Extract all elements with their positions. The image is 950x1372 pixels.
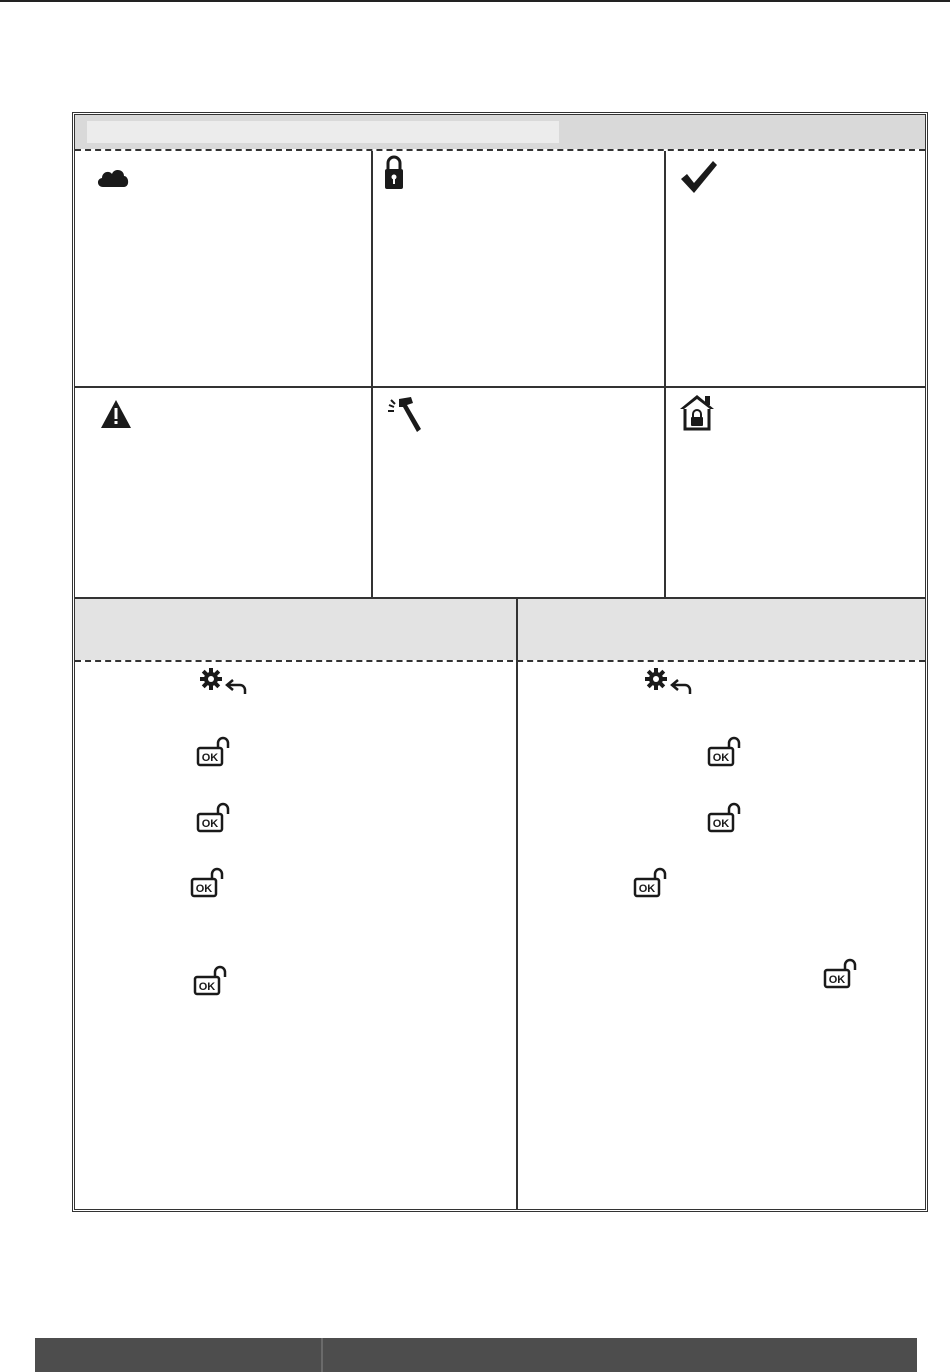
cloud-icon: [95, 165, 131, 189]
grid-divider: [75, 386, 925, 388]
svg-text:OK: OK: [201, 752, 219, 764]
svg-text:OK: OK: [195, 883, 213, 895]
footer-divider: [321, 1338, 323, 1372]
svg-text:OK: OK: [638, 883, 656, 895]
instruction-frame: [72, 112, 928, 1212]
svg-text:OK: OK: [712, 818, 730, 830]
ok-unlock-icon: [823, 958, 859, 990]
svg-text:OK: OK: [198, 981, 216, 993]
ok-unlock-icon: [190, 867, 226, 899]
left-panel-heading: [75, 599, 516, 660]
grid-divider: [664, 151, 666, 599]
hammer-icon: [385, 395, 425, 435]
house-lock-icon: [679, 393, 715, 431]
settings-return-icon: [644, 668, 696, 698]
warning-triangle-icon: [99, 398, 133, 430]
ok-unlock-icon: [633, 867, 669, 899]
checkmark-icon: [679, 159, 719, 195]
svg-text:OK: OK: [712, 752, 730, 764]
right-panel-heading: [518, 599, 925, 660]
page-footer: [35, 1338, 917, 1372]
ok-unlock-icon: [193, 965, 229, 997]
section-header-title: [87, 121, 559, 143]
panel-heading-divider: [75, 660, 925, 662]
ok-unlock-icon: [707, 736, 743, 768]
settings-return-icon: [199, 668, 251, 698]
svg-text:OK: OK: [201, 818, 219, 830]
header-divider: [75, 149, 925, 151]
panel-divider: [516, 599, 518, 1209]
top-rule: [0, 0, 950, 2]
ok-unlock-icon: [196, 736, 232, 768]
svg-text:OK: OK: [828, 974, 846, 986]
section-header: [75, 115, 925, 149]
grid-divider: [371, 151, 373, 599]
ok-unlock-icon: [707, 802, 743, 834]
ok-unlock-icon: [196, 802, 232, 834]
padlock-icon: [383, 155, 405, 191]
